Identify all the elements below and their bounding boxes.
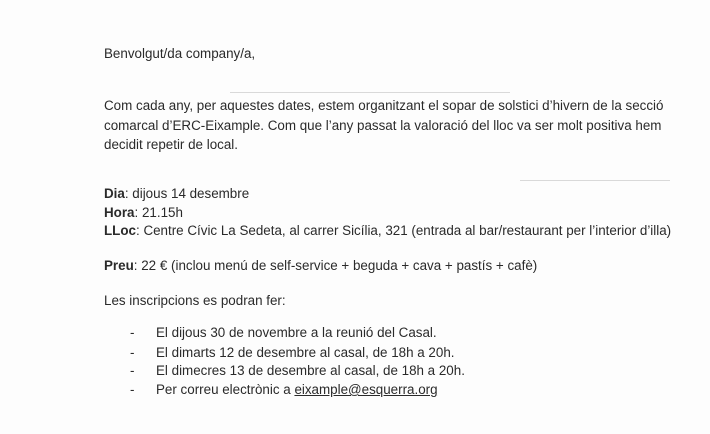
detail-lloc [104, 221, 671, 240]
inscription-item: El dimarts 12 de desembre al casal, de 18h a 20h. [156, 345, 455, 360]
greeting: Benvolgut/da company/a, [104, 46, 256, 61]
intro-line: decidit repetir de local. [104, 137, 238, 152]
bullet-marker: - [130, 325, 135, 340]
scan-artifact [230, 92, 510, 93]
detail-label: Hora [104, 205, 135, 220]
detail-value: : Centre Cívic La Sedeta, al carrer Sicília, 321 (entrada al bar/restaurant per l’interior d’illa) [136, 223, 672, 238]
inscription-item: El dimecres 13 de desembre al casal, de 18h a 20h. [156, 363, 465, 378]
email-prefix: Per correu electrònic a [156, 382, 295, 397]
detail-label: LLoc [104, 223, 136, 238]
bullet-marker: - [130, 382, 135, 397]
detail-value: : dijous 14 desembre [124, 186, 250, 201]
detail-value: : 21.15h [134, 205, 183, 220]
inscriptions-heading: Les inscripcions es podran fer: [104, 293, 286, 308]
email-link[interactable]: eixample@esquerra.org [294, 382, 438, 397]
detail-hora [104, 203, 183, 222]
bullet-marker: - [130, 363, 135, 378]
intro-line: Com cada any, per aquestes dates, estem organitzant el sopar de solstici d’hivern de la secció [104, 98, 664, 113]
inscription-item-email [156, 380, 438, 399]
scan-artifact [520, 180, 670, 181]
detail-value: : 22 € (inclou menú de self-service + beguda + cava + pastís + cafè) [133, 258, 538, 273]
intro-line: comarcal d’ERC-Eixample. Com que l’any passat la valoració del lloc va ser molt positiva hem [104, 118, 662, 133]
detail-label: Preu [104, 258, 134, 273]
detail-dia [104, 184, 249, 203]
detail-preu [104, 256, 537, 275]
bullet-marker: - [130, 345, 135, 360]
inscription-item: El dijous 30 de novembre a la reunió del Casal. [156, 325, 437, 340]
detail-label: Dia [104, 186, 125, 201]
